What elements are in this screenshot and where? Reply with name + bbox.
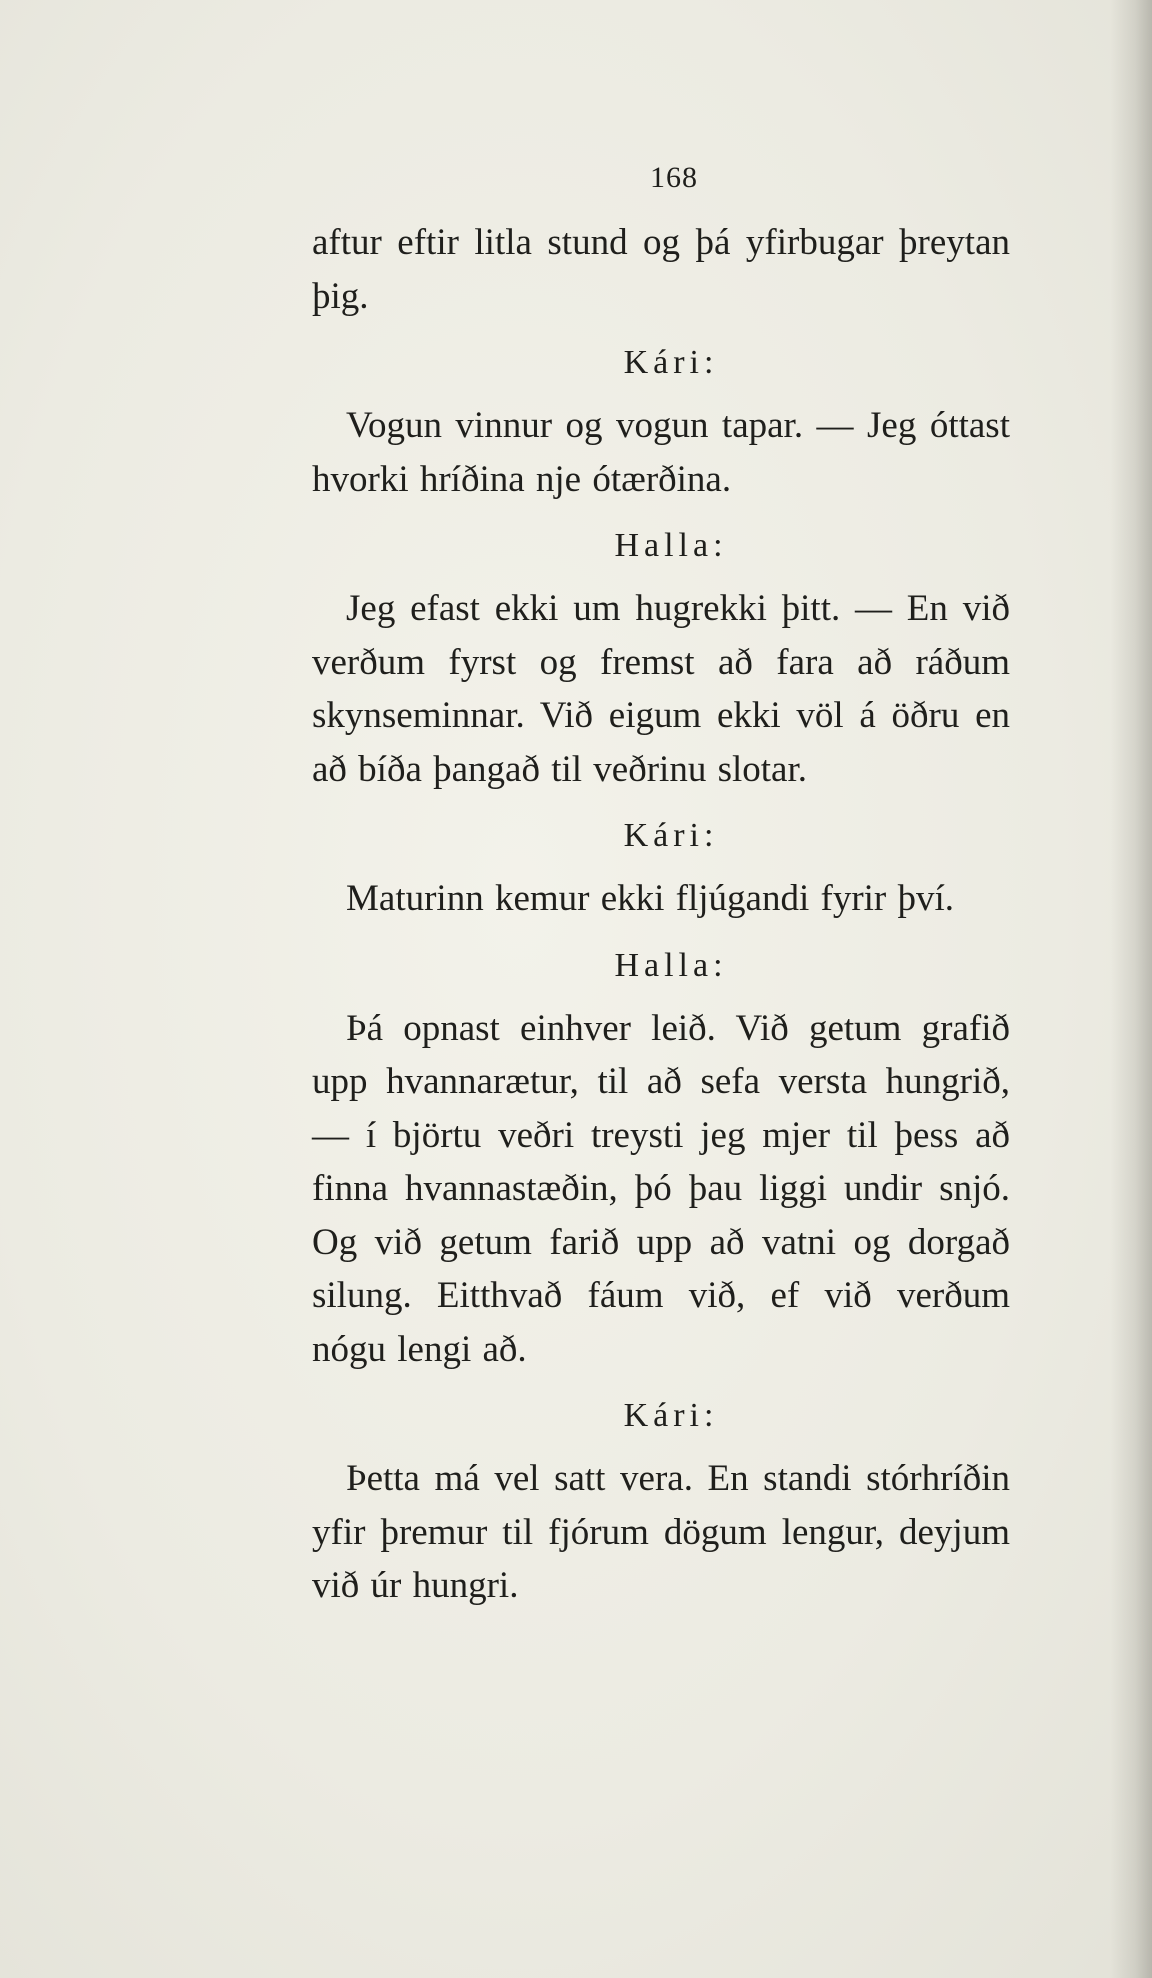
paragraph: Þetta má vel satt vera. En standi stórhríðin yfir þremur til fjórum dögum lengur, deyjum við úr hungri. [312, 1458, 1010, 1606]
text-block [312, 158, 1010, 1613]
paragraph: Jeg efast ekki um hugrekki þitt. — En við verðum fyrst og fremst að fara að ráðum skynseminnar. Við eigum ekki völ á öðru en að bíða þangað til veðrinu slotar. [312, 588, 1010, 790]
page-gutter-shadow [1110, 0, 1152, 1978]
paragraph: Vogun vinnur og vogun tapar. — Jeg óttast hvorki hríðina nje ótærðina. [312, 405, 1010, 500]
speaker-label: Kári: [623, 344, 719, 381]
page-number: 168 [650, 161, 698, 194]
speaker-label: Halla: [614, 527, 728, 564]
speaker-label: Kári: [623, 817, 719, 854]
speaker-label: Kári: [623, 1397, 719, 1434]
speaker-label: Halla: [614, 946, 728, 984]
paragraph: aftur eftir litla stund og þá yfirbugar þreytan þig. [312, 222, 1010, 317]
paragraph: Maturinn kemur ekki fljúgandi fyrir því. [346, 878, 955, 919]
paragraph: Þá opnast einhver leið. Við getum grafið upp hvannarætur, til að sefa versta hungrið, — í björtu veðri treysti jeg mjer til þess að finna hvannastæðin, þó þau liggi undir snjó. Og við getum farið upp að vatni og dorgað silung. Eitthvað fáum við, ef við verðum nógu lengi að. [312, 1007, 1010, 1370]
